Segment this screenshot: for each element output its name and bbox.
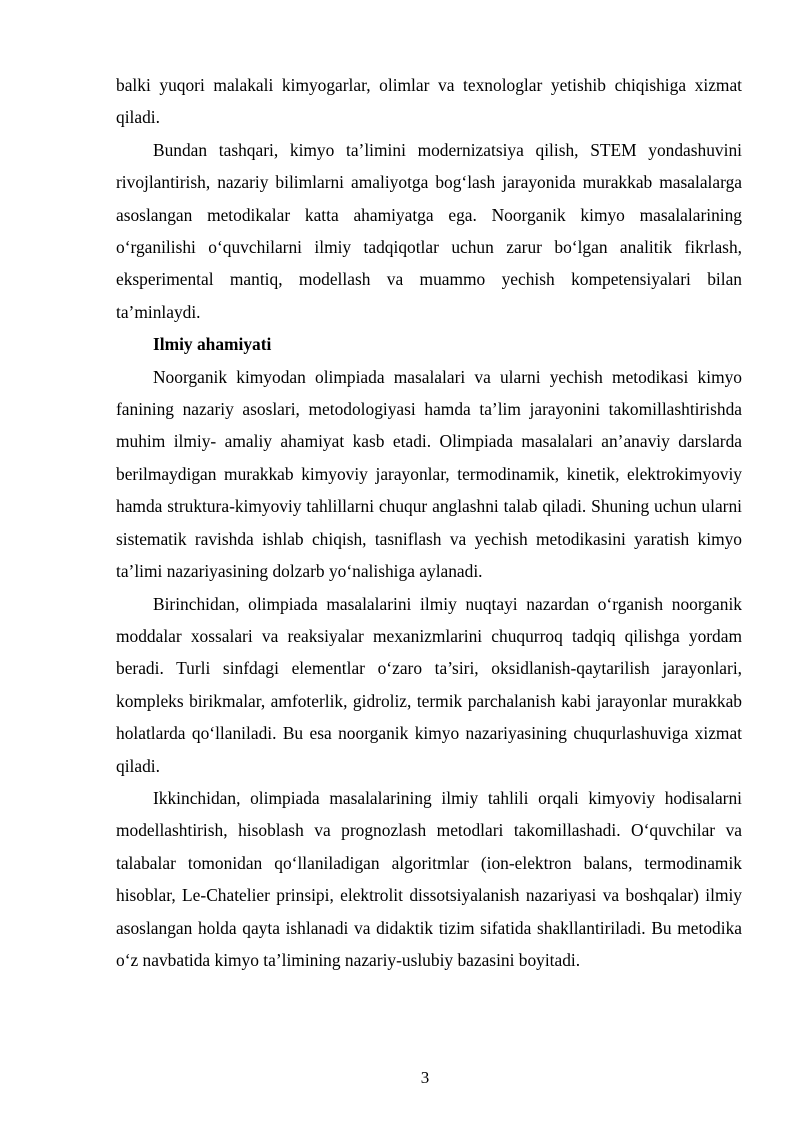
- paragraph-scientific-significance: Noorganik kimyodan olimpiada masalalari va ularni yechish metodikasi kimyo fanining nazariy asoslari, metodologiyasi hamda ta’lim jarayonini takomillashtirishda muhim ilmiy- amaliy ahamiyat kasb etadi. Olimpiada masalalari an’anaviy darslarda berilmaydigan murakkab kimyoviy jarayonlar, termodinamik, kinetik, elektrokimyoviy hamda struktura-kimyoviy tahlillarni chuqur anglashni talab qiladi. Shuning uchun ularni sistematik ravishda ishlab chiqish, tasniflash va yechish metodikasini yaratish kimyo ta’limi nazariyasining dolzarb yo‘nalishiga aylanadi.: [116, 366, 742, 582]
- paragraph-continuation: balki yuqori malakali kimyogarlar, olimlar va texnologlar yetishib chiqishiga xizmat qiladi.: [116, 75, 742, 128]
- paragraph-firstly: Birinchidan, olimpiada masalalarini ilmiy nuqtayi nazardan o‘rganish noorganik moddalar xossalari va reaksiyalar mexanizmlarini chuqurroq tadqiq qilishga yordam beradi. Turli sinfdagi elementlar o‘zaro ta’siri, oksidlanish-qaytarilish jarayonlari, kompleks birikmalar, amfoterlik, gidroliz, termik parchalanish kabi jarayonlar murakkab holatlarda qo‘llaniladi. Bu esa noorganik kimyo nazariyasining chuqurlashuviga xizmat qiladi.: [116, 593, 742, 776]
- paragraph-secondly: Ikkinchidan, olimpiada masalalarining ilmiy tahlili orqali kimyoviy hodisalarni modellashtirish, hisoblash va prognozlash metodlari takomillashadi. O‘quvchilar va talabalar tomonidan qo‘llaniladigan algoritmlar (ion-elektron balans, termodinamik hisoblar, Le-Chatelier prinsipi, elektrolit dissotsiyalanish nazariyasi va boshqalar) ilmiy asoslangan holda qayta ishlanadi va didaktik tizim sifatida shakllantiriladi. Bu metodika o‘z navbatida kimyo ta’limining nazariy-uslubiy bazasini boyitadi.: [116, 787, 742, 970]
- section-heading: Ilmiy ahamiyati: [153, 334, 272, 355]
- page-number: 3: [420, 1068, 430, 1087]
- page-body: [116, 69, 742, 976]
- paragraph-modernization: Bundan tashqari, kimyo ta’limini modernizatsiya qilish, STEM yondashuvini rivojlantirish, nazariy bilimlarni amaliyotga bog‘lash jarayonida murakkab masalalarga asoslangan metodikalar katta ahamiyatga ega. Noorganik kimyo masalalarining o‘rganilishi o‘quvchilarni ilmiy tadqiqotlar uchun zarur bo‘lgan analitik fikrlash, eksperimental mantiq, modellash va muammo yechish kompetensiyalari bilan ta’minlaydi.: [116, 139, 742, 322]
